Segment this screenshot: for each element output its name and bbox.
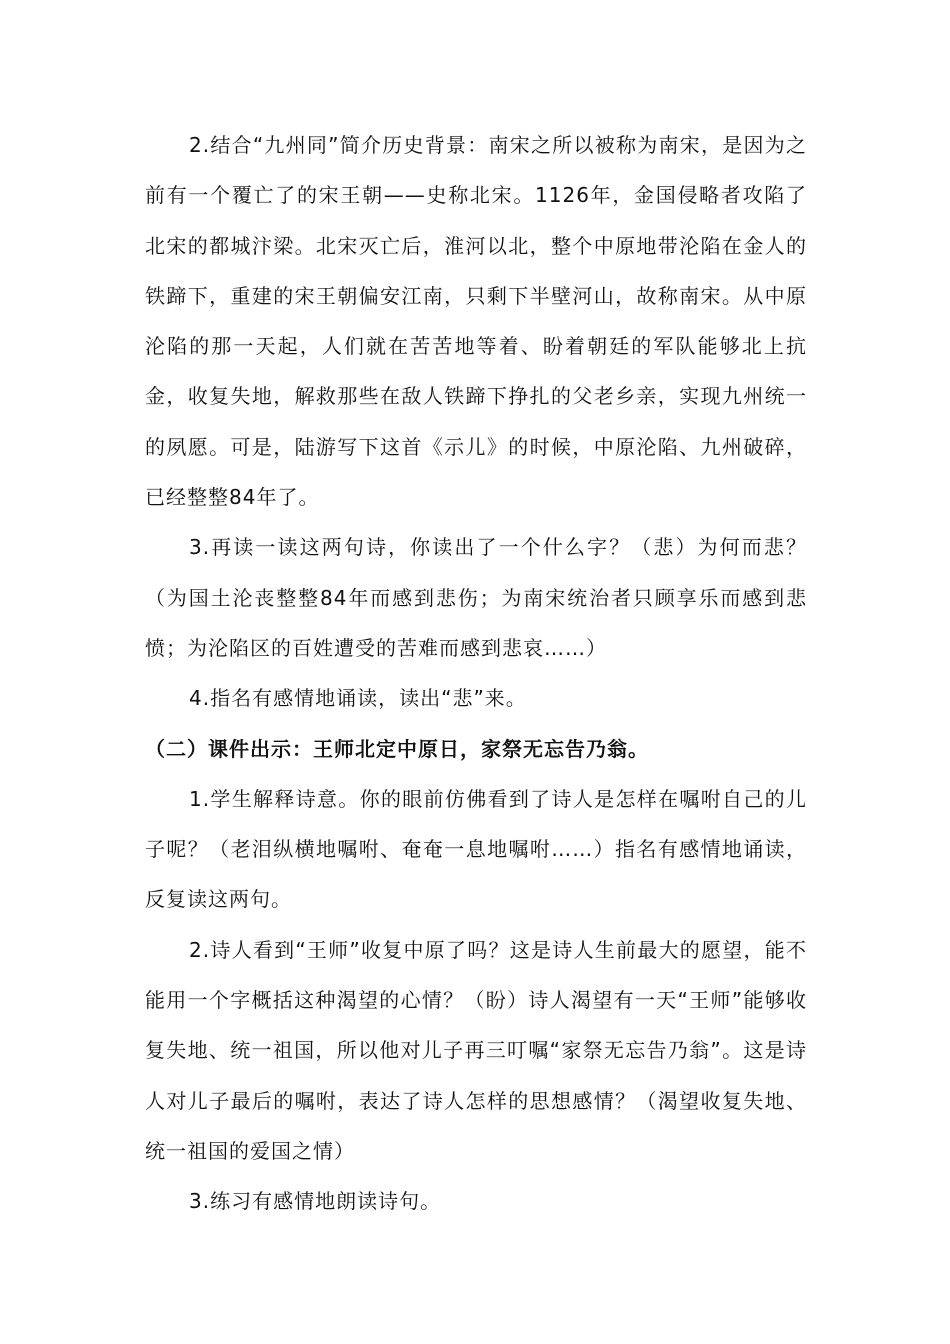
section-heading-courseware: （二）课件出示：王师北定中原日，家祭无忘告乃翁。: [145, 736, 649, 761]
paragraph-read-sorrow: 3.再读一读这两句诗，你读出了一个什么字？（悲）为何而悲？（为国土沦丧整整84年而感到悲伤；为南宋统治者只顾享乐而感到悲愤；为沦陷区的百姓遭受的苦难而感到悲哀……）: [145, 535, 807, 660]
paragraph-recite-sorrow: 4.指名有感情地诵读，读出“悲”来。: [189, 686, 527, 711]
document-page: [145, 120, 807, 1227]
paragraph-poet-wish: 2.诗人看到“王师”收复中原了吗？这是诗人生前最大的愿望，能不能用一个字概括这种渴望的心情？（盼）诗人渴望有一天“王师”能够收复失地、统一祖国，所以他对儿子再三叮嘱“家祭无忘告乃翁”。这是诗人对儿子最后的嘱咐，表达了诗人怎样的思想感情？（渴望收复失地、统一祖国的爱国之情）: [145, 937, 807, 1163]
paragraph-explain-poem: 1.学生解释诗意。你的眼前仿佛看到了诗人是怎样在嘱咐自己的儿子呢？（老泪纵横地嘱咐、奄奄一息地嘱咐……）指名有感情地诵读，反复读这两句。: [145, 786, 807, 912]
paragraph-historical-background: 2.结合“九州同”简介历史背景：南宋之所以被称为南宋，是因为之前有一个覆亡了的宋王朝——史称北宋。1126年，金国侵略者攻陷了北宋的都城汴梁。北宋灭亡后，淮河以北，整个中原地带沦陷在金人的铁蹄下，重建的宋王朝偏安江南，只剩下半壁河山，故称南宋。从中原沦陷的那一天起，人们就在苦苦地等着、盼着朝廷的军队能够北上抗金，收复失地，解救那些在敌人铁蹄下挣扎的父老乡亲，实现九州统一的夙愿。可是，陆游写下这首《示儿》的时候，中原沦陷、九州破碎，已经整整84年了。: [145, 133, 807, 510]
paragraph-practice-reading: 3.练习有感情地朗读诗句。: [189, 1189, 442, 1214]
